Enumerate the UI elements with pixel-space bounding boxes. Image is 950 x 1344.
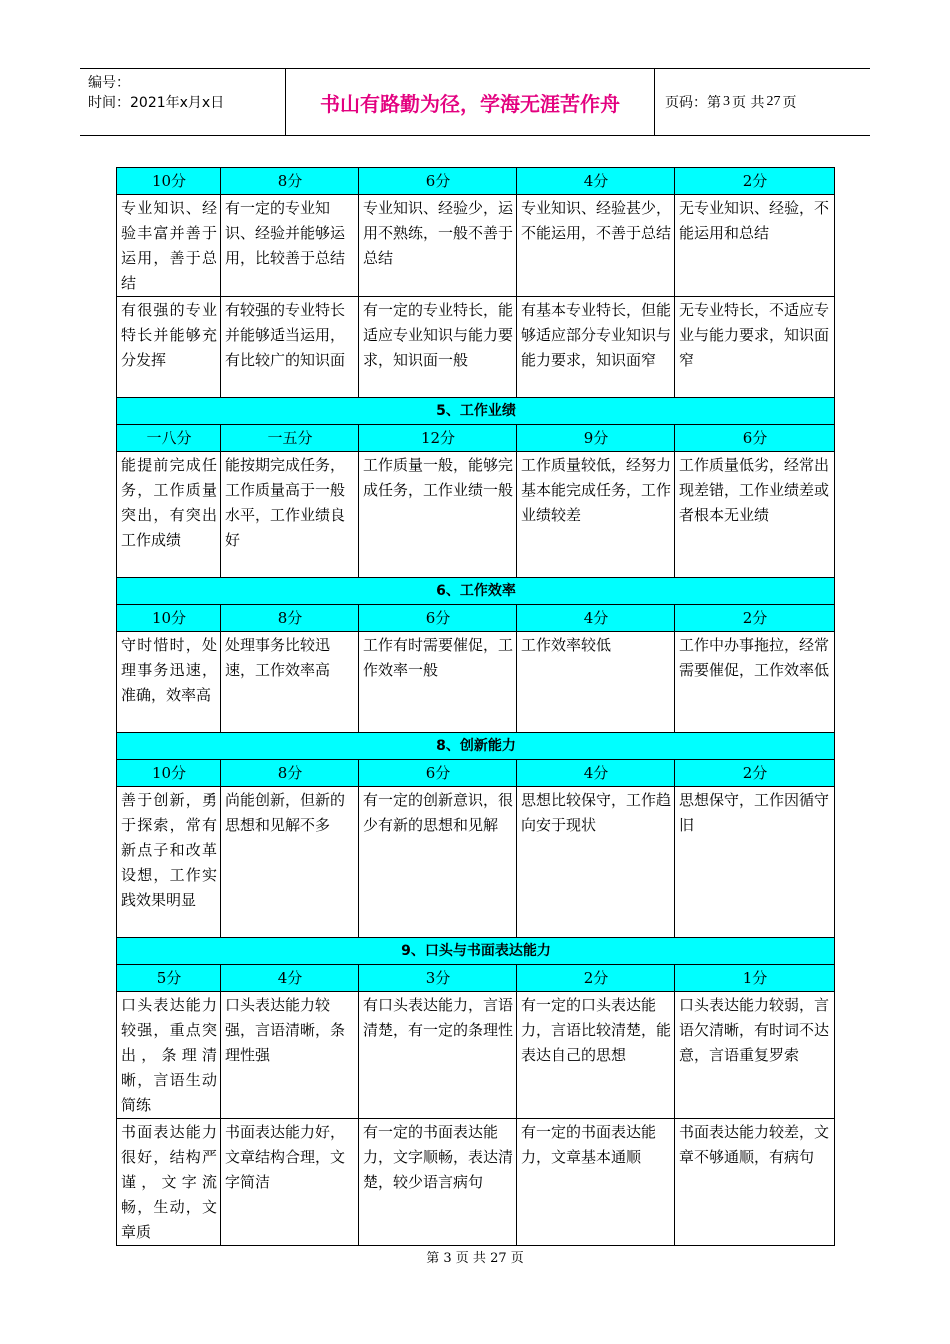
criteria-cell: 工作质量一般，能够完成任务，工作业绩一般 [359, 452, 517, 578]
footer-current: 3 [443, 1251, 452, 1266]
criteria-cell: 书面表达能力较差，文章不够通顺，有病句 [675, 1119, 835, 1246]
criteria-row [117, 195, 835, 297]
score-row [117, 425, 835, 452]
criteria-cell: 口头表达能力较弱，言语欠清晰，有时词不达意，言语重复罗索 [675, 992, 835, 1119]
criteria-cell: 书面表达能力很好，结构严谨，文字流畅，生动，文章质 [117, 1119, 221, 1246]
section-title-row [117, 938, 835, 965]
section-title: 5、工作业绩 [117, 398, 835, 425]
header-motto: 书山有路勤为径，学海无涯苦作舟 [285, 69, 655, 135]
score-cell: 9分 [517, 425, 675, 452]
criteria-row [117, 632, 835, 733]
footer-suffix: 页 [510, 1251, 524, 1266]
score-cell: 6分 [359, 760, 517, 787]
criteria-row [117, 452, 835, 578]
score-cell: 2分 [675, 605, 835, 632]
criteria-cell: 专业知识、经验甚少，不能运用，不善于总结 [517, 195, 675, 297]
criteria-cell: 工作中办事拖拉，经常需要催促，工作效率低 [675, 632, 835, 733]
section-title-row [117, 578, 835, 605]
score-cell: 8分 [221, 168, 359, 195]
header-page-mid: 页 共 [732, 95, 765, 111]
score-cell: 1分 [675, 965, 835, 992]
criteria-row [117, 992, 835, 1119]
section-title: 8、创新能力 [117, 733, 835, 760]
criteria-cell: 书面表达能力好，文章结构合理，文字简洁 [221, 1119, 359, 1246]
section-title: 6、工作效率 [117, 578, 835, 605]
evaluation-table [116, 167, 835, 1246]
footer-total: 27 [490, 1251, 507, 1266]
criteria-cell: 能按期完成任务，工作质量高于一般水平，工作业绩良好 [221, 452, 359, 578]
criteria-cell: 工作有时需要催促，工作效率一般 [359, 632, 517, 733]
criteria-cell: 无专业特长，不适应专业与能力要求，知识面窄 [675, 297, 835, 398]
criteria-cell: 有一定的口头表达能力，言语比较清楚，能表达自己的思想 [517, 992, 675, 1119]
score-cell: 10分 [117, 168, 221, 195]
score-cell: 4分 [517, 760, 675, 787]
criteria-cell: 善于创新，勇于探索，常有新点子和改革设想，工作实践效果明显 [117, 787, 221, 938]
score-cell: 4分 [517, 168, 675, 195]
criteria-cell: 无专业知识、经验，不能运用和总结 [675, 195, 835, 297]
score-cell: 2分 [675, 760, 835, 787]
criteria-cell: 工作质量低劣，经常出现差错，工作业绩差或者根本无业绩 [675, 452, 835, 578]
score-cell: 6分 [359, 605, 517, 632]
header-page-current: 3 [723, 94, 730, 109]
footer-prefix: 第 [426, 1251, 440, 1266]
section-title-row [117, 398, 835, 425]
criteria-row [117, 297, 835, 398]
criteria-cell: 处理事务比较迅速，工作效率高 [221, 632, 359, 733]
score-cell: 2分 [517, 965, 675, 992]
header-page-total: 27 [766, 94, 781, 109]
score-cell: 5分 [117, 965, 221, 992]
header-page-prefix: 页码：第 [665, 95, 721, 111]
criteria-cell: 思想保守，工作因循守旧 [675, 787, 835, 938]
criteria-cell: 口头表达能力较强，言语清晰，条理性强 [221, 992, 359, 1119]
criteria-row [117, 787, 835, 938]
document-date: 时间：2021年x月x日 [88, 95, 225, 111]
score-row [117, 760, 835, 787]
criteria-cell: 有较强的专业特长并能够适当运用，有比较广的知识面 [221, 297, 359, 398]
criteria-cell: 有一定的书面表达能力，文字顺畅，表达清楚，较少语言病句 [359, 1119, 517, 1246]
criteria-cell: 有口头表达能力，言语清楚，有一定的条理性 [359, 992, 517, 1119]
criteria-cell: 有一定的书面表达能力，文章基本通顺 [517, 1119, 675, 1246]
criteria-cell: 口头表达能力较强，重点突出，条理清晰，言语生动简练 [117, 992, 221, 1119]
score-cell: 6分 [675, 425, 835, 452]
score-row [117, 168, 835, 195]
criteria-cell: 有一定的创新意识，很少有新的思想和见解 [359, 787, 517, 938]
score-cell: 一五分 [221, 425, 359, 452]
criteria-cell: 工作质量较低，经努力基本能完成任务，工作业绩较差 [517, 452, 675, 578]
footer-mid: 页 共 [455, 1251, 486, 1266]
header-page-suffix: 页 [782, 95, 797, 111]
score-cell: 2分 [675, 168, 835, 195]
criteria-cell: 有一定的专业知识、经验并能够运用，比较善于总结 [221, 195, 359, 297]
score-cell: 4分 [221, 965, 359, 992]
section-title: 9、口头与书面表达能力 [117, 938, 835, 965]
score-cell: 一八分 [117, 425, 221, 452]
score-row [117, 605, 835, 632]
document-number-label: 编号： [88, 75, 130, 91]
criteria-cell: 有一定的专业特长，能适应专业知识与能力要求，知识面一般 [359, 297, 517, 398]
score-cell: 8分 [221, 605, 359, 632]
criteria-cell: 专业知识、经验少，运用不熟练，一般不善于总结 [359, 195, 517, 297]
criteria-cell: 有基本专业特长，但能够适应部分专业知识与能力要求，知识面窄 [517, 297, 675, 398]
section-title-row [117, 733, 835, 760]
score-cell: 4分 [517, 605, 675, 632]
criteria-row [117, 1119, 835, 1246]
score-cell: 12分 [359, 425, 517, 452]
criteria-cell: 能提前完成任务，工作质量突出，有突出工作成绩 [117, 452, 221, 578]
header-meta [80, 69, 285, 135]
criteria-cell: 守时惜时，处理事务迅速，准确，效率高 [117, 632, 221, 733]
header-page-info [655, 69, 870, 135]
criteria-cell: 专业知识、经验丰富并善于运用，善于总结 [117, 195, 221, 297]
score-cell: 6分 [359, 168, 517, 195]
score-row [117, 965, 835, 992]
score-cell: 3分 [359, 965, 517, 992]
criteria-cell: 思想比较保守，工作趋向安于现状 [517, 787, 675, 938]
page-footer [0, 1247, 950, 1266]
page-header [80, 68, 870, 136]
score-cell: 10分 [117, 760, 221, 787]
criteria-cell: 工作效率较低 [517, 632, 675, 733]
criteria-cell: 尚能创新，但新的思想和见解不多 [221, 787, 359, 938]
criteria-cell: 有很强的专业特长并能够充分发挥 [117, 297, 221, 398]
score-cell: 10分 [117, 605, 221, 632]
score-cell: 8分 [221, 760, 359, 787]
